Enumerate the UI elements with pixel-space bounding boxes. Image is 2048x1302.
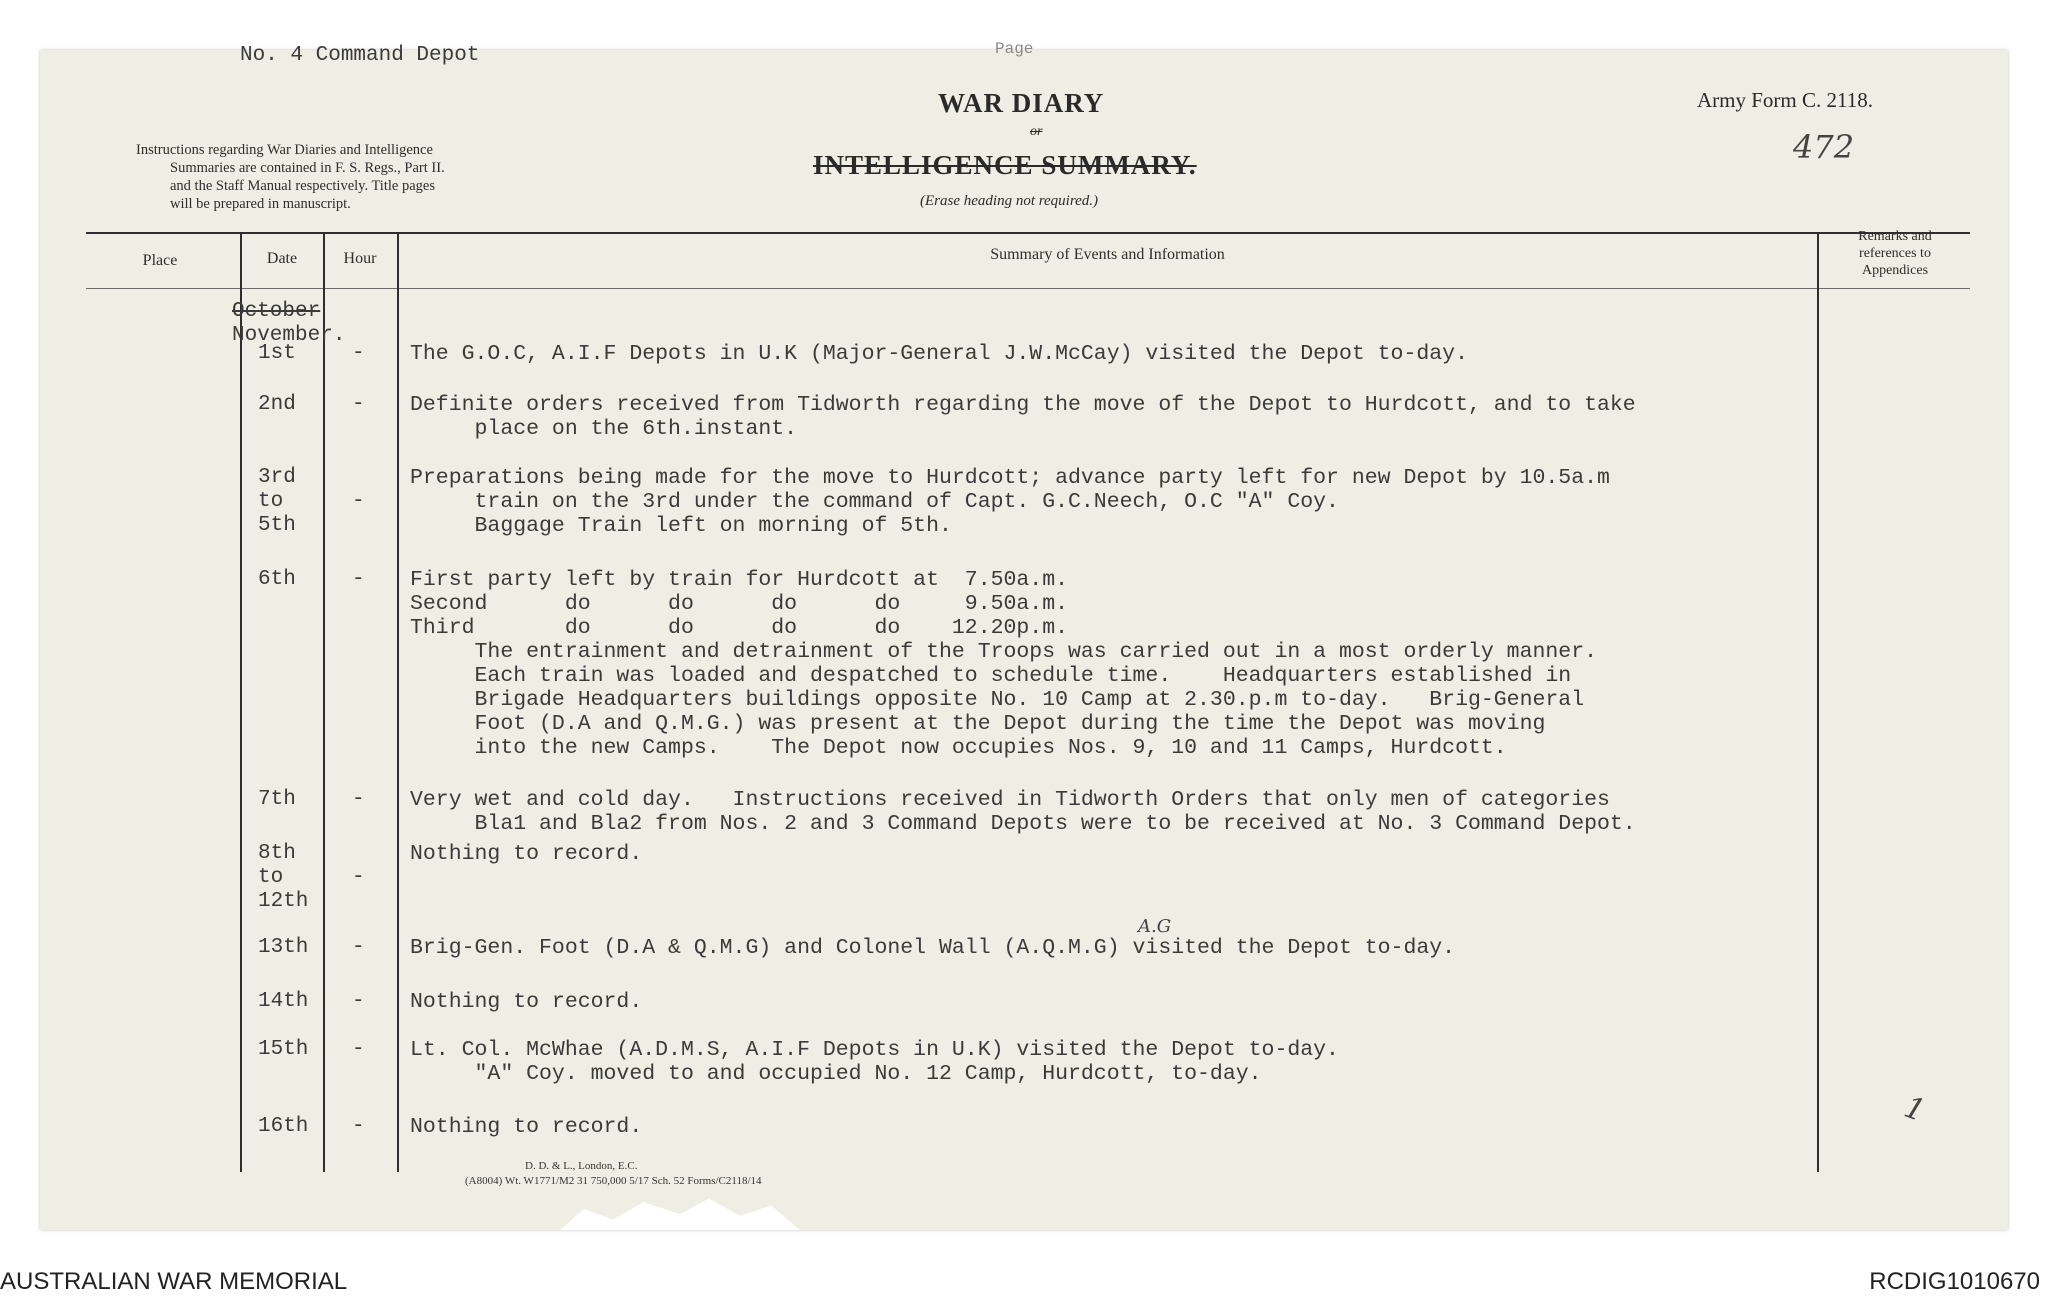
entry-text-line: into the new Camps. The Depot now occupies Nos. 9, 10 and 11 Camps, Hurdcott. (410, 736, 1507, 760)
entry-text-line: place on the 6th.instant. (410, 417, 798, 441)
entry-date: 6th (258, 568, 296, 591)
entry-text-line: The G.O.C, A.I.F Depots in U.K (Major-General J.W.McCay) visited the Depot to-day. (410, 342, 1468, 366)
entry-text-line: Preparations being made for the move to Hurdcott; advance party left for new Depot by 10.5a.m (410, 466, 1610, 490)
table-top-rule (86, 232, 1970, 234)
instruction-line: Summaries are contained in F. S. Regs., Part II. (170, 160, 445, 176)
title-or: or (1030, 124, 1043, 139)
caption-archive: AUSTRALIAN WAR MEMORIAL (0, 1268, 348, 1295)
entry-text-line: The entrainment and detrainment of the Troops was carried out in a most orderly manner. (410, 640, 1597, 664)
entry-text-line: Nothing to record. (410, 842, 643, 866)
column-header-summary: Summary of Events and Information (990, 246, 1225, 263)
instructions-block (136, 141, 445, 213)
entry-date: 2nd (258, 393, 296, 416)
entry-hour-dash: - (352, 393, 365, 416)
entry-text-line: Baggage Train left on morning of 5th. (410, 514, 952, 538)
month-struck: October (232, 300, 321, 323)
depot-label: No. 4 Command Depot (240, 44, 480, 67)
page-number-handwritten: 472 (1793, 128, 1855, 166)
entry-hour-dash: - (352, 1115, 365, 1138)
ag-correction-handwritten: A.G (1138, 916, 1172, 937)
entry-text-line: Nothing to record. (410, 990, 643, 1014)
entry-date: 3rd (258, 466, 296, 489)
entry-date: to (258, 866, 284, 889)
instruction-line: Instructions regarding War Diaries and Intelligence (136, 142, 433, 158)
entry-text-line: Nothing to record. (410, 1115, 643, 1139)
entry-text-line: Definite orders received from Tidworth regarding the move of the Depot to Hurdcott, and to take (410, 393, 1636, 417)
summary-remarks-divider (1817, 232, 1819, 1172)
entry-date: 7th (258, 788, 296, 811)
printer-line-1: D. D. & L., London, E.C. (525, 1160, 638, 1172)
page-label: Page (995, 40, 1034, 58)
entry-text-line: Lt. Col. McWhae (A.D.M.S, A.I.F Depots in U.K) visited the Depot to-day. (410, 1038, 1339, 1062)
hour-summary-divider (397, 232, 399, 1172)
instruction-line: and the Staff Manual respectively. Title pages (170, 178, 435, 194)
entry-date: 5th (258, 514, 296, 537)
month-current: November. (232, 324, 346, 347)
entry-hour-dash: - (352, 342, 365, 365)
remarks-mark-handwritten: 1 (1899, 1089, 1930, 1130)
entry-text-line: Third do do do do 12.20p.m. (410, 616, 1069, 640)
erase-note: (Erase heading not required.) (920, 193, 1099, 209)
entry-hour-dash: - (352, 990, 365, 1013)
entry-date: 14th (258, 990, 309, 1013)
entry-date: 1st (258, 342, 296, 365)
printer-line-2: (A8004) Wt. W1771/M2 31 750,000 5/17 Sch. 52 Forms/C2118/14 (465, 1175, 762, 1187)
table-header-rule (86, 288, 1970, 289)
entry-text-line: Second do do do do 9.50a.m. (410, 592, 1069, 616)
remarks-header-line: Appendices (1861, 263, 1929, 278)
entry-text-line: Brig-Gen. Foot (D.A & Q.M.G) and Colonel Wall (A.Q.M.G) visited the Depot to-day. (410, 936, 1456, 960)
entry-hour-dash: - (352, 1038, 365, 1061)
date-hour-divider (323, 232, 325, 1172)
entry-text-line: First party left by train for Hurdcott at 7.50a.m. (410, 568, 1069, 592)
column-header-place: Place (142, 252, 178, 269)
entry-date: 16th (258, 1115, 309, 1138)
entry-date: to (258, 490, 284, 513)
entry-hour-dash: - (352, 866, 365, 889)
entry-date: 8th (258, 842, 296, 865)
entry-text-line: Brigade Headquarters buildings opposite No. 10 Camp at 2.30.p.m to-day. Brig-General (410, 688, 1585, 712)
remarks-header-line: references to (1859, 246, 1931, 261)
entry-hour-dash: - (352, 788, 365, 811)
remarks-header-line: Remarks and (1858, 229, 1932, 244)
entry-hour-dash: - (352, 568, 365, 591)
caption-record-id: RCDIG1010670 (1869, 1268, 2040, 1295)
entry-text-line: "A" Coy. moved to and occupied No. 12 Camp, Hurdcott, to-day. (410, 1062, 1262, 1086)
title-war-diary: WAR DIARY (938, 88, 1105, 118)
entry-text-line: train on the 3rd under the command of Capt. G.C.Neech, O.C "A" Coy. (410, 490, 1339, 514)
column-header-date: Date (266, 250, 298, 267)
title-intelligence-summary: INTELLIGENCE SUMMARY. (813, 150, 1197, 180)
entry-text-line: Foot (D.A and Q.M.G.) was present at the Depot during the time the Depot was moving (410, 712, 1546, 736)
instruction-line: will be prepared in manuscript. (170, 196, 351, 212)
entry-date: 12th (258, 890, 309, 913)
entry-hour-dash: - (352, 490, 365, 513)
entry-text-line: Each train was loaded and despatched to schedule time. Headquarters established in (410, 664, 1572, 688)
place-date-divider (240, 232, 242, 1172)
column-header-remarks (1820, 228, 1970, 279)
entry-text-line: Bla1 and Bla2 from Nos. 2 and 3 Command Depots were to be received at No. 3 Command Depot. (410, 812, 1636, 836)
entry-hour-dash: - (352, 936, 365, 959)
entry-text-line: Very wet and cold day. Instructions received in Tidworth Orders that only men of categories (410, 788, 1610, 812)
entry-date: 15th (258, 1038, 309, 1061)
entry-date: 13th (258, 936, 309, 959)
column-header-hour: Hour (343, 250, 377, 267)
army-form-label: Army Form C. 2118. (1697, 88, 1873, 112)
